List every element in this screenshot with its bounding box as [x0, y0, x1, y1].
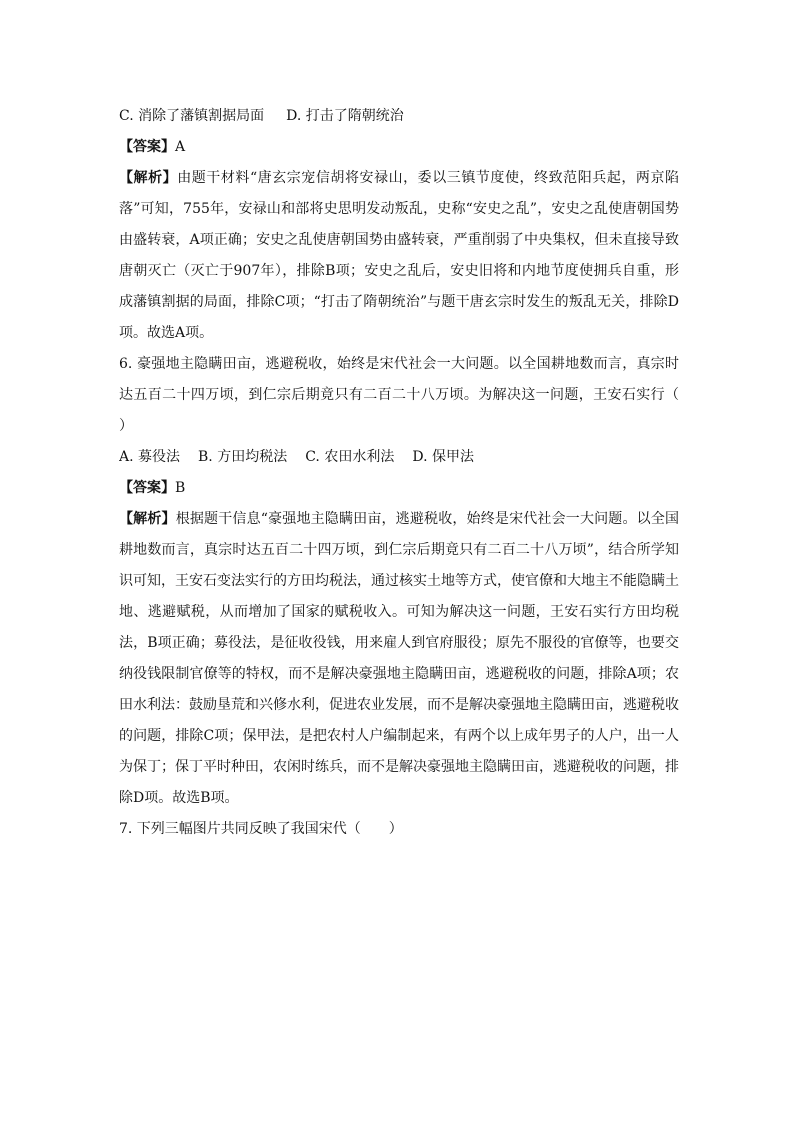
q6-option-a: A. 募役法	[119, 449, 181, 465]
q5-option-d: D. 打击了隋朝统治	[286, 108, 404, 124]
q6-answer	[119, 473, 679, 504]
q5-answer	[119, 132, 679, 163]
q6-answer-tag: 【答案】	[119, 480, 175, 496]
q5-answer-tag: 【答案】	[119, 139, 175, 155]
q6-analysis	[119, 504, 679, 814]
q5-option-c: C. 消除了藩镇割据局面	[119, 108, 265, 124]
q6-option-d: D. 保甲法	[412, 449, 474, 465]
q6-options-line	[119, 442, 679, 473]
q6-analysis-text: 根据题干信息“豪强地主隐瞒田亩，逃避税收，始终是宋代社会一大问题。以全国耕地数而言，真宗时达五百二十四万顷，到仁宗后期竟只有二百二十八万顷”，结合所学知识可知，王安石变法实行的方田均税法，通过核实土地等方式，使官僚和大地主不能隐瞒土地、逃避赋税，从而增加了国家的赋税收入。可知为解决这一问题，王安石实行方田均税法，B项正确；募役法，是征收役钱，用来雇人到官府服役；原先不服役的官僚等，也要交纳役钱限制官僚等的特权，而不是解决豪强地主隐瞒田亩，逃避税收的问题，排除A项；农田水利法：鼓励垦荒和兴修水利，促进农业发展，而不是解决豪强地主隐瞒田亩，逃避税收的问题，排除C项；保甲法，是把农村人户编制起来，有两个以上成年男子的人户，出一人为保丁；保丁平时种田，农闲时练兵，而不是解决豪强地主隐瞒田亩，逃避税收的问题，排除D项。故选B项。	[119, 511, 680, 806]
q5-answer-value: A	[175, 139, 186, 155]
q5-options-line	[119, 101, 679, 132]
q5-analysis-text: 由题干材料“唐玄宗宠信胡将安禄山，委以三镇节度使，终致范阳兵起，两京陷落”可知，755年，安禄山和部将史思明发动叛乱，史称“安史之乱”，安史之乱使唐朝国势由盛转衰，A项正确；安史之乱使唐朝国势由盛转衰，严重削弱了中央集权，但未直接导致唐朝灭亡（灭亡于907年），排除B项；安史之乱后，安史旧将和内地节度使拥兵自重，形成藩镇割据的局面，排除C项；“打击了隋朝统治”与题干唐玄宗时发生的叛乱无关，排除D项。故选A项。	[119, 170, 680, 341]
q7-stem: 7. 下列三幅图片共同反映了我国宋代（ ）	[119, 821, 403, 837]
q6-option-b: B. 方田均税法	[198, 449, 288, 465]
q6-analysis-tag: 【解析】	[119, 511, 176, 527]
q5-analysis-tag: 【解析】	[119, 170, 178, 186]
q6-option-c: C. 农田水利法	[305, 449, 395, 465]
q5-analysis	[119, 163, 679, 349]
q6-answer-value: B	[175, 480, 186, 496]
document-page	[119, 101, 707, 845]
q6-stem: 6. 豪强地主隐瞒田亩，逃避税收，始终是宋代社会一大问题。以全国耕地数而言，真宗时达五百二十四万顷，到仁宗后期竟只有二百二十八万顷。为解决这一问题，王安石实行（ ）	[119, 356, 707, 434]
